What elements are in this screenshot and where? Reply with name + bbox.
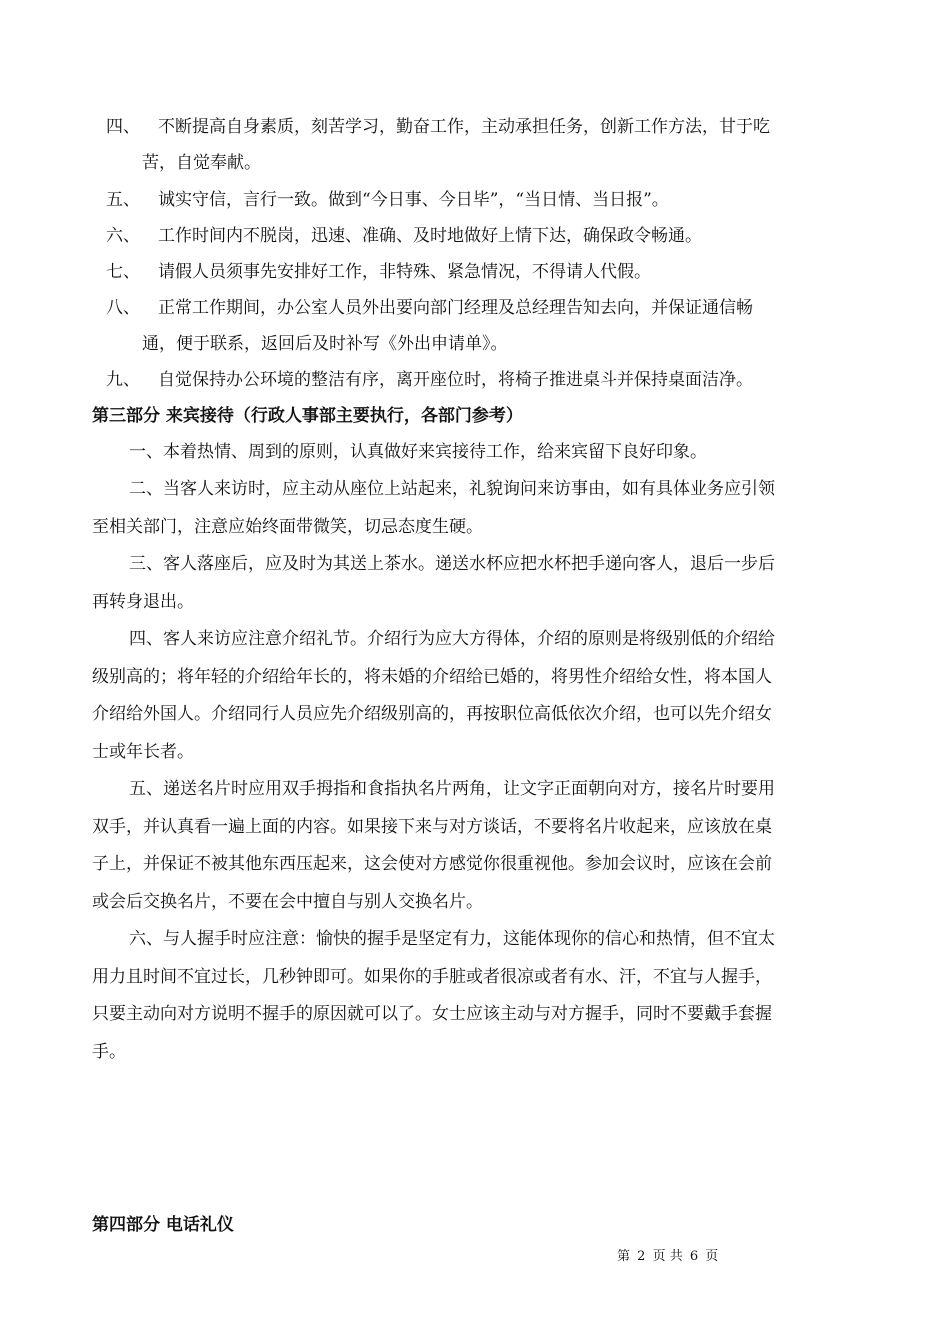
paragraph: [92, 921, 862, 1071]
paragraph-line: 只要主动向对方说明不握手的原因就可以了。女士应该主动与对方握手，同时不要戴手套握: [92, 1004, 772, 1024]
item-text: 工作时间内不脱岗，迅速、准确、及时地做好上情下达，确保政令畅通。: [158, 226, 702, 246]
footer-suffix: 页: [705, 1249, 719, 1264]
paragraph-line: 手。: [92, 1041, 126, 1062]
paragraph-line: 二、当客人来访时，应主动从座位上站起来，礼貌询问来访事由，如有具体业务应引领: [129, 479, 775, 499]
item-number: 四、: [106, 117, 140, 137]
paragraph: [92, 546, 862, 621]
paragraph: [92, 434, 862, 472]
paragraph-line: 至相关部门，注意应始终面带微笑，切忌态度生硬。: [92, 516, 483, 537]
item-text: 正常工作期间，办公室人员外出要向部门经理及总经理告知去向，并保证通信畅: [158, 298, 753, 318]
paragraph-line: 五、递送名片时应用双手拇指和食指执名片两角，让文字正面朝向对方，接名片时要用: [129, 779, 775, 799]
item-number: 九、: [106, 370, 140, 390]
page-footer: [617, 1245, 721, 1264]
paragraph-line: 四、客人来访应注意介绍礼节。介绍行为应大方得体，介绍的原则是将级别低的介绍给: [129, 629, 775, 649]
item-number: 五、: [106, 190, 140, 210]
item-text-continued: 苦，自觉奉献。: [142, 153, 261, 173]
total-page-count: 6: [689, 1249, 699, 1264]
paragraph-line: 三、客人落座后，应及时为其送上茶水。递送水杯应把水杯把手递向客人，退后一步后: [129, 554, 775, 574]
item-text: 不断提高自身素质，刻苦学习，勤奋工作，主动承担任务，创新工作方法，甘于吃: [158, 117, 770, 137]
item-text: 请假人员须事先安排好工作，非特殊、紧急情况，不得请人代假。: [158, 262, 651, 282]
paragraph-line: 士或年长者。: [92, 741, 194, 762]
paragraph-line: 双手，并认真看一遍上面的内容。如果接下来与对方谈话，不要将名片收起来，应该放在桌: [92, 816, 772, 837]
paragraph: [92, 771, 862, 921]
paragraph-line: 六、与人握手时应注意：愉快的握手是坚定有力，这能体现你的信心和热情，但不宜太: [129, 929, 775, 949]
section-heading-part3: 第三部分 来宾接待（行政人事部主要执行，各部门参考）: [92, 406, 523, 426]
footer-middle: 页 共: [652, 1249, 683, 1264]
item-number: 六、: [106, 226, 140, 246]
item-number: 八、: [106, 298, 140, 318]
item-text: 自觉保持办公环境的整洁有序，离开座位时，将椅子推进桌斗并保持桌面洁净。: [158, 370, 753, 390]
current-page-number: 2: [637, 1249, 646, 1264]
item-text: 诚实守信，言行一致。做到“今日事、今日毕”，“当日情、当日报”。: [158, 190, 669, 210]
paragraph-line: 用力且时间不宜过长，几秒钟即可。如果你的手脏或者很凉或者有水、汗，不宜与人握手，: [92, 966, 772, 987]
item-number: 七、: [106, 262, 140, 282]
section-heading-part4: 第四部分 电话礼仪: [92, 1215, 234, 1235]
paragraph: [92, 471, 862, 546]
footer-prefix: 第: [617, 1249, 631, 1264]
paragraph: [92, 621, 862, 771]
paragraph-line: 或会后交换名片，不要在会中擅自与别人交换名片。: [92, 891, 483, 912]
paragraph-line: 子上，并保证不被其他东西压起来，这会使对方感觉你很重视他。参加会议时，应该在会前: [92, 854, 772, 874]
paragraph-line: 一、本着热情、周到的原则，认真做好来宾接待工作，给来宾留下良好印象。: [129, 442, 707, 462]
paragraph-line: 级别高的；将年轻的介绍给年长的，将未婚的介绍给已婚的，将男性介绍给女性，将本国人: [92, 666, 772, 687]
item-text-continued: 通，便于联系，返回后及时补写《外出申请单》。: [142, 334, 508, 354]
paragraph-line: 再转身退出。: [92, 591, 194, 612]
paragraph-line: 介绍给外国人。介绍同行人员应先介绍级别高的，再按职位高低依次介绍，也可以先介绍女: [92, 704, 772, 724]
